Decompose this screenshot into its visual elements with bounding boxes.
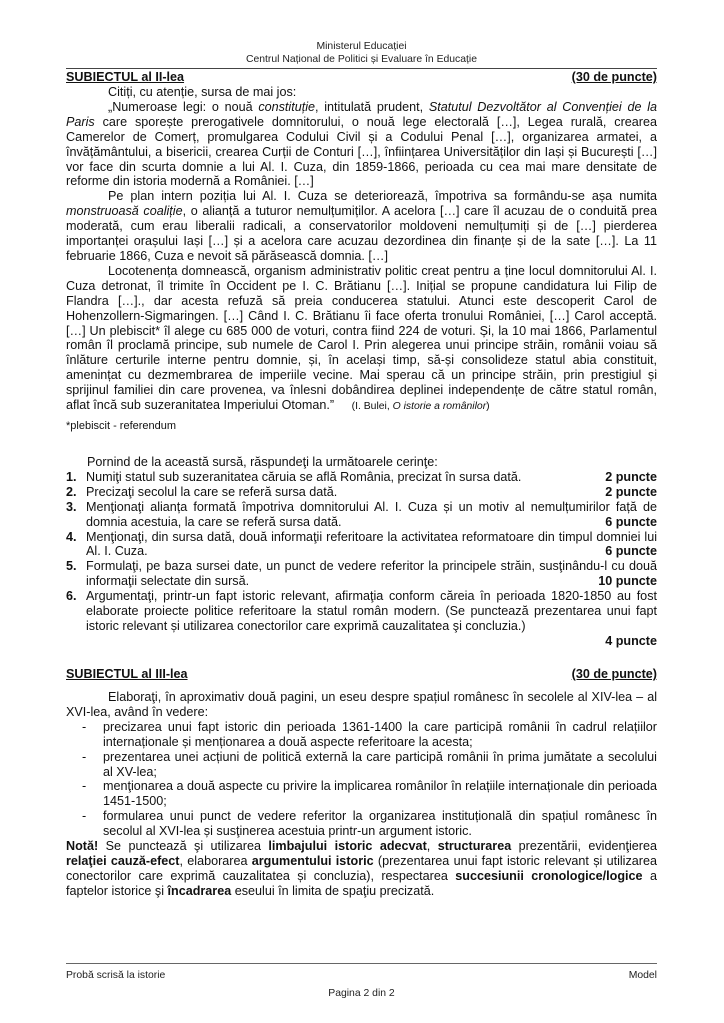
points-badge: 4 puncte [605,633,657,648]
page-number: Pagina 2 din 2 [328,988,395,999]
questions-block [66,455,657,649]
points-badge: 10 puncte [598,574,657,589]
subject2-heading [66,70,657,85]
question-2: 2. Precizaţi secolul la care se referă sursa dată. 2 puncte [66,484,657,499]
points-badge: 6 puncte [605,544,657,559]
question-4: 4. Menţionaţi, din sursa dată, două informaţii referitoare la activitatea reformatoare din timpul domniei lui Al. I. Cuza. 6 puncte [66,529,657,559]
subject2-points: (30 de puncte) [571,70,657,84]
source-paragraph-3: Locotenența domnească, organism administrativ politic creat pentru a ține locul domnitorului Al. I. Cuza detronat, îl trimite în Occident pe I. C. Brătianu […]. Inițial se propune candidatura lui Filip de Flandra […]., dar acesta refuză să preia conducerea statului. Atunci este descoperit Carol de Hohenzollern-Sigmaringen. […] Când I. C. Brătianu îi face oferta tronului României, […] Carol acceptă. […] Un plebiscit* îl alege cu 685 000 de voturi, contra fiind 224 de voturi. Și, la 10 mai 1866, Parlamentul român îl proclamă principe, sub numele de Carol I. Prin alegerea unui principe străin, românii voiau să înlăture certurile interne pentru domnie, și, în același timp, să-și consolideze statul abia constituit, amenințat cu dezmembrarea de imperiile vecine. Mai sperau că un principe străin, prin prestigiul și sprijinul familiei din care provenea, va înlesni dobândirea deplinei independențe de către statul român, aflat încă sub suzeranitatea Imperiului Otoman.” (I. Bulei, O istorie a românilor) [66,263,657,413]
page-header [66,41,657,66]
footer-divider [66,963,657,964]
exam-name: Probă scrisă la istorie [66,970,166,981]
source-paragraph-1: „Numeroase legi: o nouă constituție, intitulată prudent, Statutul Dezvoltător al Convenției de la Paris care sporește prerogativele domnitorului, o nouă lege electorală […], Legea rurală, crearea Camerelor de Comerț, promulgarea Codului Civil și a Codului Penal […], organizarea armatei, a învățământului, a bisericii, crearea Curții de Conturi […], înființarea Universităților din Iași și București […] vor face din scurta domnie a lui Al. I. Cuza, din 1859-1866, perioada cu cea mai mare densitate de reforme din istoria modernă a României. […] [66,99,657,189]
question-5: 5. Formulaţi, pe baza sursei date, un punct de vedere referitor la principele străin, susţinându-l cu două informaţii selectate din sursă. 10 puncte [66,559,657,589]
subject3-heading [66,667,657,682]
header-divider [66,68,657,69]
subject3-points: (30 de puncte) [571,667,657,681]
source-citation: (I. Bulei, O istorie a românilor) [351,401,490,413]
essay-requirement-4: - formularea unui punct de vedere referitor la organizarea instituțională din spațiul românesc în secolul al XVI-lea și susţinerea acestuia printr-un argument istoric. [82,809,657,839]
task-intro: Pornind de la această sursă, răspundeţi la următoarele cerinţe: [87,455,438,469]
question-1: 1. Numiţi statul sub suzeranitatea căruia se află România, precizat în sursa dată. 2 puncte [66,469,657,484]
points-badge: 6 puncte [605,514,657,529]
page-footer [66,970,657,981]
question-6: 6. Argumentaţi, printr-un fapt istoric relevant, afirmaţia conform căreia în perioada 1820-1850 au fost elaborate proiecte politice referitoare la statul român modern. (Se punctează prezentarea unui fapt istoric relevant și utilizarea conectorilor care exprimă cauzalitatea şi concluzia.) 4 puncte [66,589,657,648]
essay-intro: Elaboraţi, în aproximativ două pagini, un eseu despre spațiul românesc în secolele al XIV-lea – al XVI-lea, având în vedere: [66,690,657,719]
ministry-name: Ministerul Educației [316,41,407,52]
subject2-title: SUBIECTUL al II-lea [66,70,185,84]
points-badge: 2 puncte [605,484,657,499]
subject3-title: SUBIECTUL al III-lea [66,667,188,681]
center-name: Centrul Național de Politici și Evaluare în Educație [245,53,478,65]
points-badge: 2 puncte [605,469,657,484]
essay-requirement-2: - prezentarea unei acțiuni de politică externă la care participă românii în prima jumătate a secolului al XV-lea; [82,749,657,779]
footnote: *plebiscit - referendum [66,419,177,432]
grading-note: Notă! Se punctează şi utilizarea limbajului istoric adecvat, structurarea prezentării, evidenţierea relaţiei cauză-efect, elaborarea argumentului istoric (prezentarea unui fapt istoric relevant și utilizarea conectorilor care exprimă cauzalitatea și concluzia), respectarea succesiunii cronologice/logice a faptelor istorice şi încadrarea eseului în limita de spaţiu precizată. [66,839,657,898]
source-paragraph-2: Pe plan intern poziția lui Al. I. Cuza se deteriorează, împotriva sa formându-se așa numita monstruoasă coaliție, o alianță a tuturor nemulțumiților. A acelora […] care îl acuzau de o conduită prea moderată, cum erau liberalii radicali, a conservatorilor moldoveni nemulțumiți și de […] pierderea importanței orașului Iași […] și a acelora care acuzau dezordinea din finanțe și de la sate […]. La 11 februarie 1866, Cuza e nevoit să părăsească domnia. […] [66,189,657,263]
subject2-body [66,85,657,434]
question-3: 3. Menţionaţi alianța formată împotriva domnitorului Al. I. Cuza și un motiv al nemulțumirilor față de domnia acestuia, la care se referă sursa dată. 6 puncte [66,499,657,529]
source-intro: Citiți, cu atenție, sursa de mai jos: [108,85,297,99]
essay-requirement-3: - menţionarea a două aspecte cu privire la implicarea românilor în relațiile internaționale din perioada 1451-1500; [82,779,657,809]
essay-requirement-1: - precizarea unui fapt istoric din perioada 1361-1400 la care participă românii în cadrul relațiilor internaționale și menționarea a două aspecte referitoare la acesta; [82,719,657,749]
exam-variant: Model [628,970,657,981]
subject3-body [66,690,657,899]
